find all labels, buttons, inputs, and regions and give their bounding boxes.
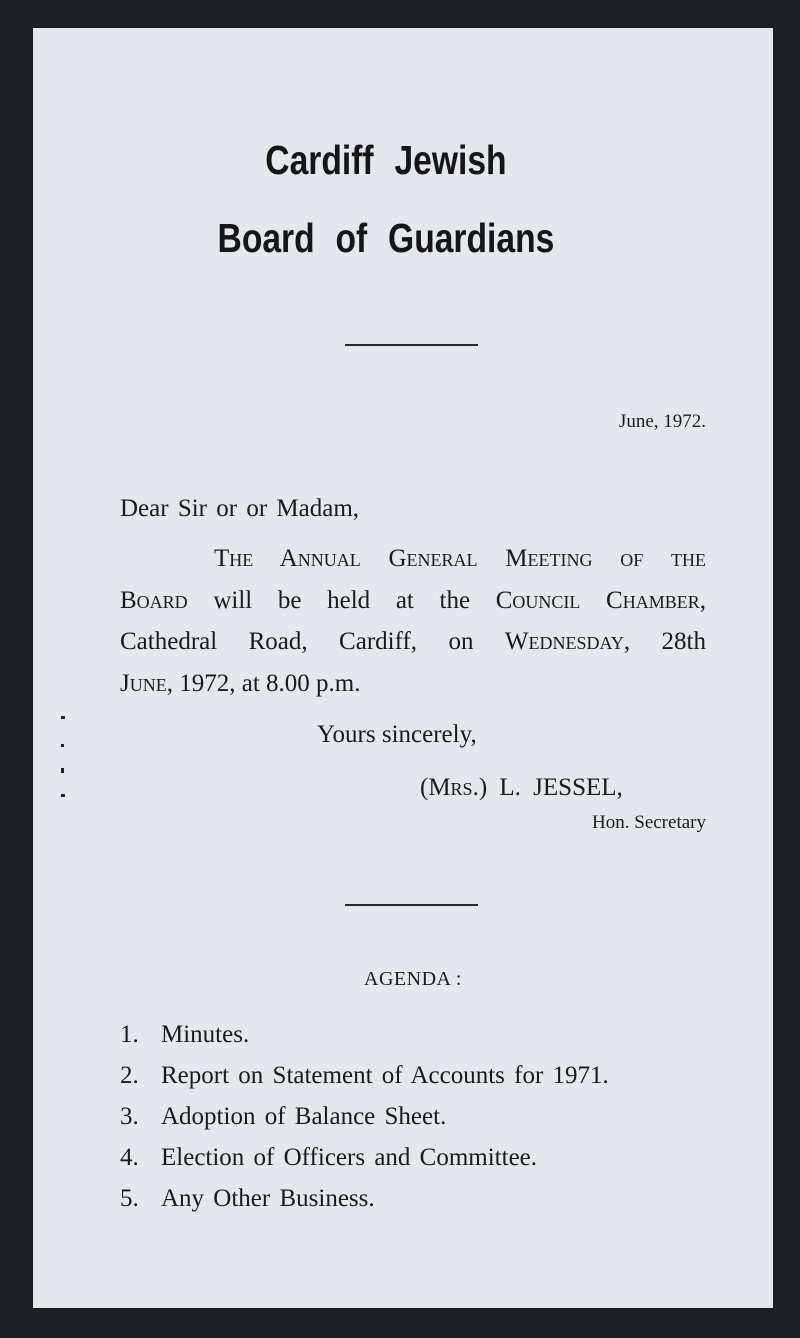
agenda-item	[120, 1137, 609, 1178]
salutation: Dear Sir or or Madam,	[120, 495, 360, 522]
margin-mark	[61, 794, 65, 797]
margin-mark	[61, 744, 64, 747]
signatory-role: Hon. Secretary	[592, 812, 706, 833]
meeting-month: June,	[120, 669, 173, 697]
margin-mark	[61, 716, 65, 719]
agenda-item-number: 1.	[120, 1021, 139, 1048]
agenda-item-number: 2.	[120, 1062, 139, 1089]
meeting-paragraph	[120, 538, 706, 704]
agenda-list	[120, 1014, 609, 1219]
meeting-name: The Annual General Meeting of the	[214, 545, 706, 572]
signature-name: L. JESSEL,	[487, 774, 623, 801]
agenda-item	[120, 1096, 609, 1137]
letter-date: June, 1972.	[618, 411, 706, 432]
agenda-item-number: 3.	[120, 1103, 139, 1130]
agenda-item-text: Election of Officers and Committee.	[161, 1144, 538, 1171]
margin-mark	[61, 768, 64, 773]
agenda-item-text: Report on Statement of Accounts for 1971.	[161, 1062, 609, 1089]
agenda-item	[120, 1055, 609, 1096]
paragraph-line-2	[120, 580, 706, 622]
signature	[420, 767, 623, 808]
agenda-item	[120, 1178, 609, 1219]
divider-middle	[345, 904, 478, 906]
meeting-day: 28th	[630, 628, 706, 655]
venue-name: Council Chamber,	[495, 586, 706, 614]
paragraph-text: will be held at the	[187, 586, 496, 614]
meeting-weekday: Wednesday,	[504, 628, 631, 655]
signature-title: (Mrs.)	[420, 774, 488, 801]
agenda-item-number: 5.	[120, 1185, 139, 1212]
agenda-item-number: 4.	[120, 1144, 139, 1171]
board-word: Board	[120, 586, 188, 614]
title-line-2: Board of Guardians	[217, 215, 555, 261]
title-line-1: Cardiff Jewish	[265, 137, 507, 183]
agenda-item-text: Minutes.	[161, 1021, 250, 1048]
venue-address: Cathedral Road, Cardiff, on	[120, 628, 505, 655]
agenda-title: AGENDA :	[364, 968, 462, 990]
paragraph-line-1	[120, 538, 706, 580]
meeting-year-time: 1972, at 8.00 p.m.	[172, 669, 361, 697]
margin-marks	[59, 716, 67, 806]
divider-top	[345, 344, 478, 346]
agenda-item	[120, 1014, 609, 1055]
paragraph-line-4	[120, 663, 706, 705]
agenda-item-text: Adoption of Balance Sheet.	[161, 1103, 447, 1130]
agenda-item-text: Any Other Business.	[161, 1185, 375, 1212]
closing: Yours sincerely,	[317, 721, 477, 748]
paragraph-line-3	[120, 621, 706, 663]
